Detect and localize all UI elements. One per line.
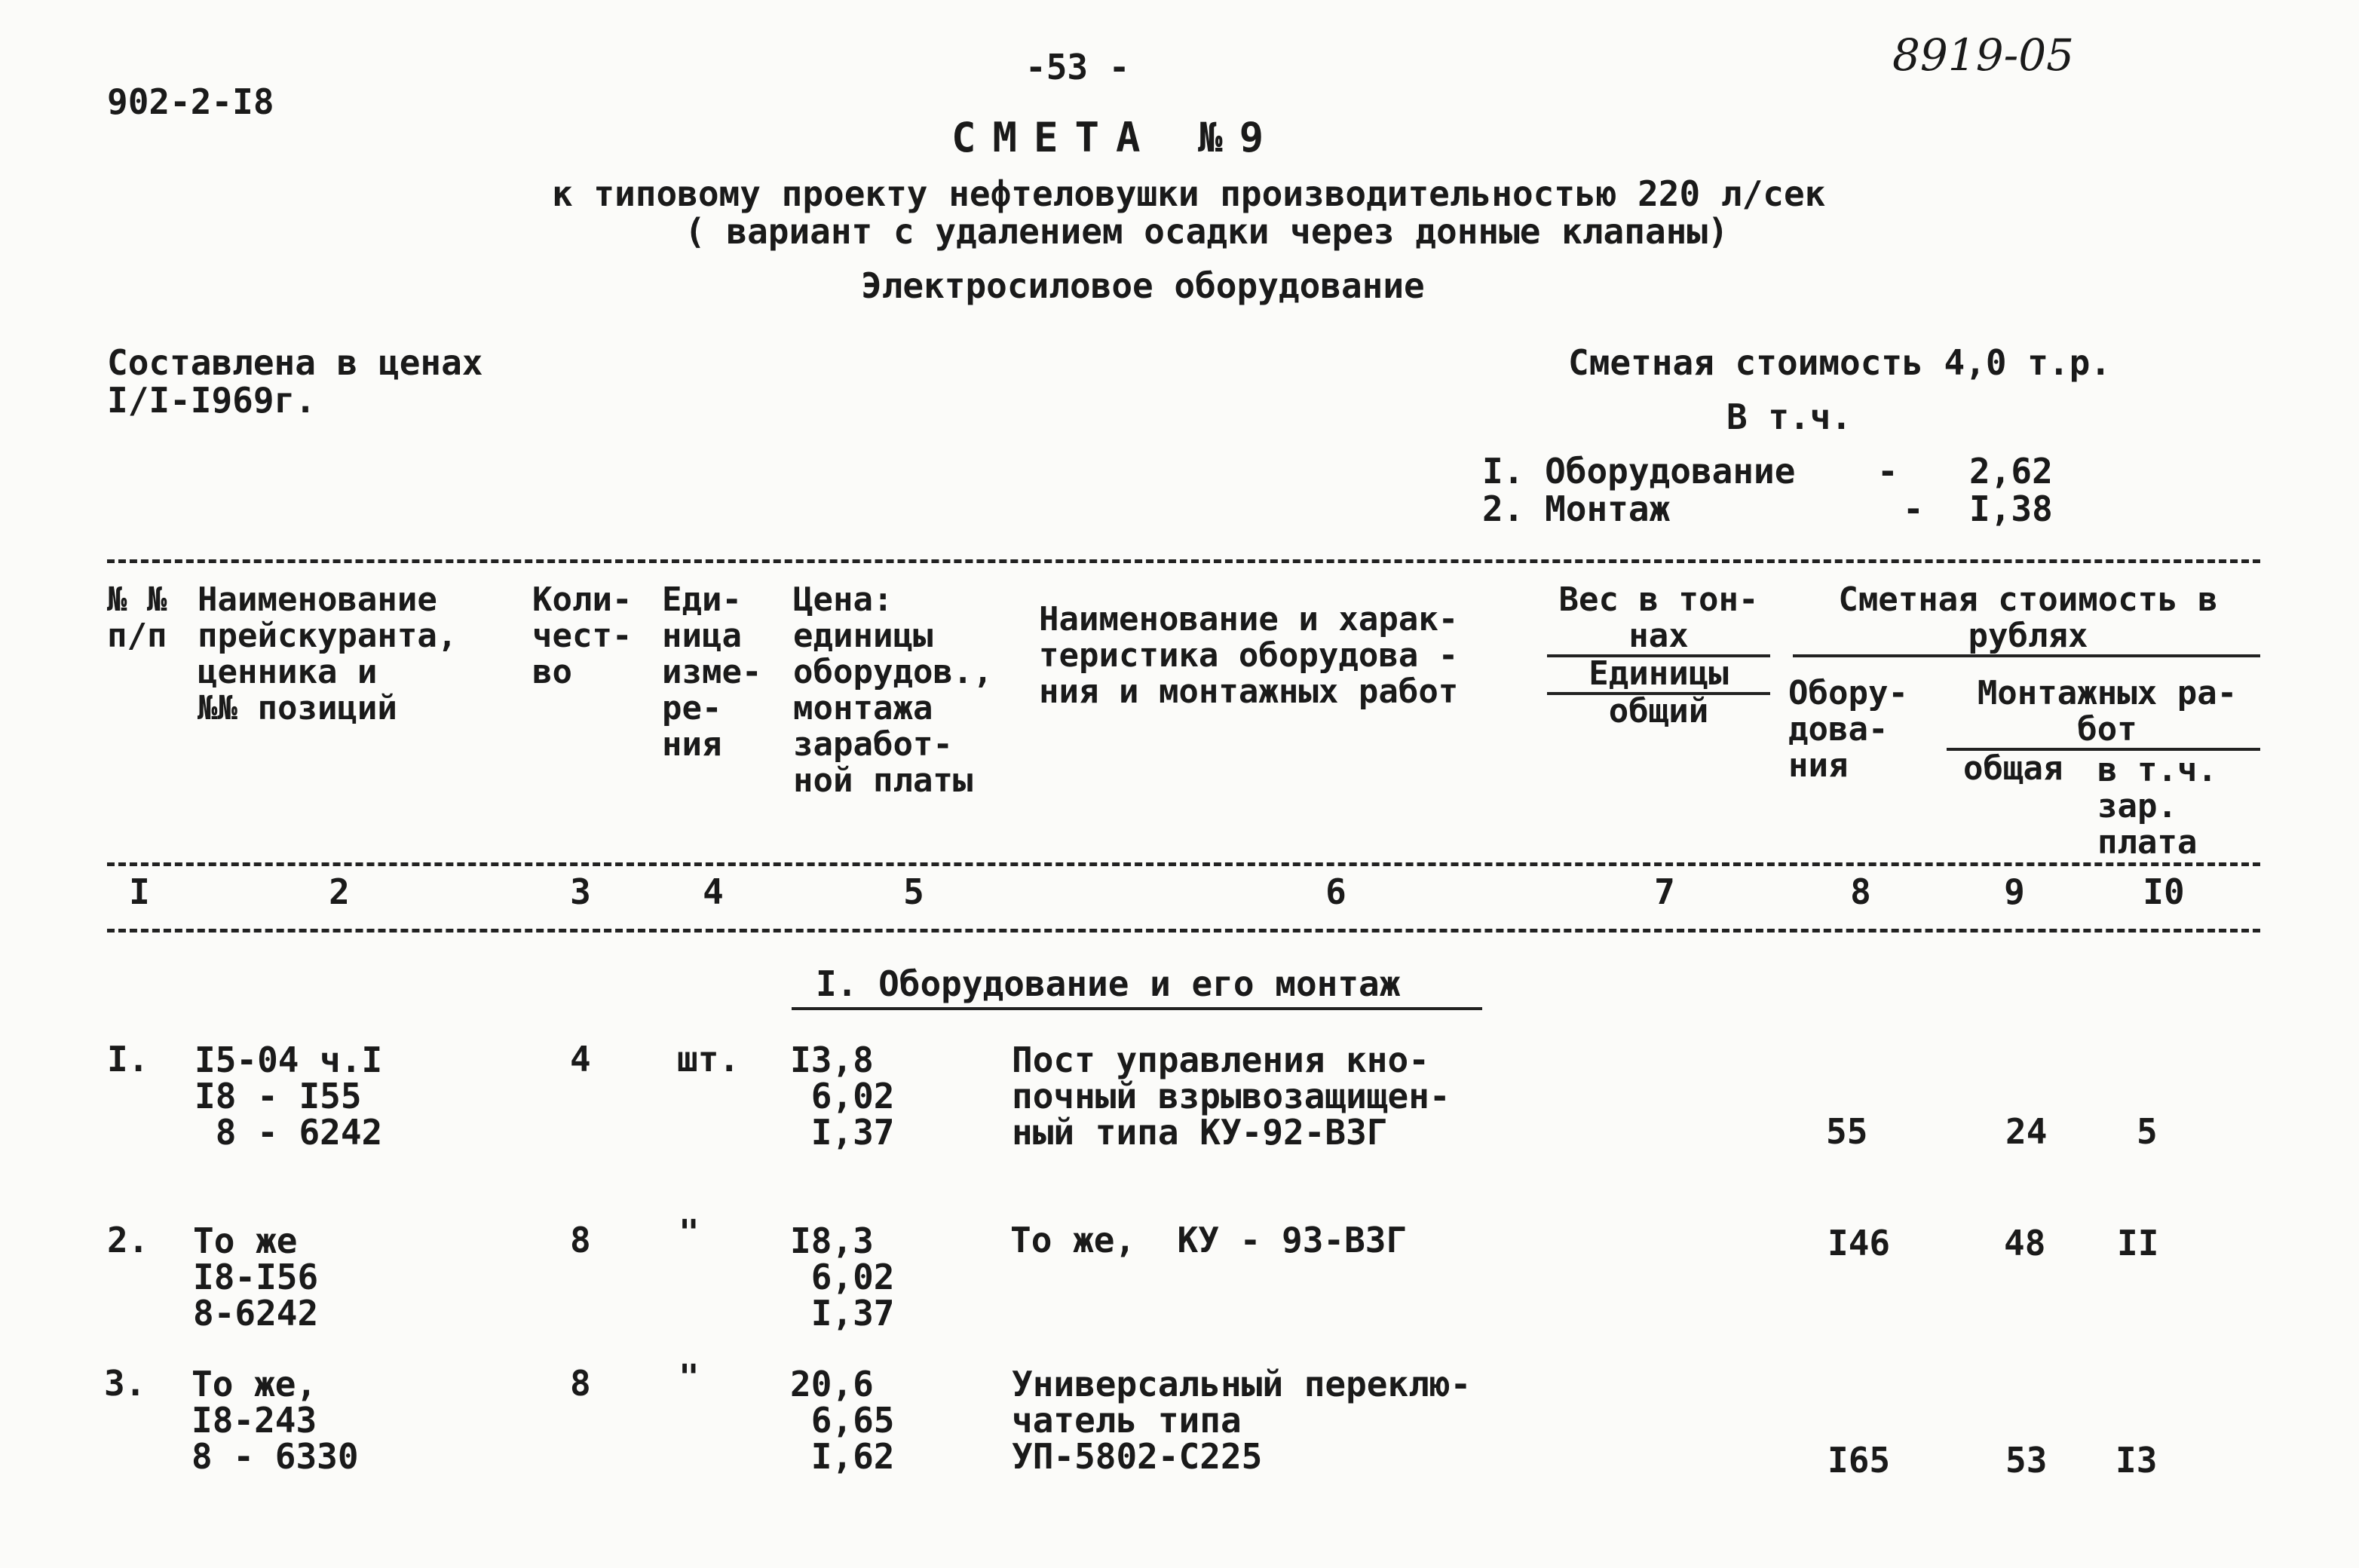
row-equipment-cost: I46 — [1827, 1223, 1891, 1263]
cost-equipment-dash: - — [1877, 451, 1898, 492]
column-numbers-bottom-rule — [107, 929, 2260, 933]
archive-stamp: 8919-05 — [1892, 29, 2075, 81]
cost-installation-label: 2. Монтаж — [1482, 488, 1671, 529]
colnum-3: 3 — [570, 871, 591, 912]
header-description: Наименование и харак- теристика оборудова - ния и монтажных работ — [1039, 600, 1459, 711]
colnum-8: 8 — [1850, 871, 1871, 912]
header-estimated-cost: Сметная стоимость в рублях — [1838, 580, 2218, 655]
header-weight-total: общий — [1608, 692, 1709, 730]
colnum-7: 7 — [1654, 871, 1675, 912]
row-price-list-code: То же I8-I56 8-6242 — [193, 1220, 319, 1334]
header-price-list: Наименование прейскуранта, ценника и №№ позиций — [198, 580, 458, 727]
cost-equipment-value: 2,62 — [1969, 451, 2053, 492]
row-unit: шт. — [677, 1039, 740, 1080]
table-top-rule — [107, 559, 2260, 563]
header-row-number: № № п/п — [107, 580, 167, 655]
row-quantity: 8 — [570, 1363, 591, 1404]
subtitle-project: к типовому проекту нефтеловушки производительностью 220 л/сек — [552, 173, 1826, 214]
row-unit: " — [679, 1357, 700, 1398]
subtitle-variant: ( вариант с удалением осадки через донные клапаны) — [685, 211, 1729, 252]
row-number: I. — [107, 1039, 149, 1080]
cost-installation-value: I,38 — [1969, 488, 2053, 529]
row-quantity: 8 — [570, 1220, 591, 1260]
row-wages: I3 — [2115, 1440, 2158, 1481]
document-code: 902-2-I8 — [107, 81, 274, 122]
row-wages: 5 — [2137, 1111, 2158, 1152]
colnum-5: 5 — [903, 871, 924, 912]
colnum-6: 6 — [1325, 871, 1346, 912]
prices-date: I/I-I969г. — [107, 380, 316, 421]
row-description: Универсальный переклю- чатель типа УП-5802-С225 — [1012, 1364, 1472, 1477]
row-description: Пост управления кно- почный взрывозащищен- ный типа КУ-92-ВЗГ — [1012, 1040, 1451, 1153]
row-price: I3,8 6,02 I,37 — [790, 1040, 895, 1153]
colnum-2: 2 — [329, 871, 350, 912]
subtitle-section: Электросиловое оборудование — [861, 265, 1425, 306]
header-price: Цена: единицы оборудов., монтажа заработ- ной платы — [793, 580, 993, 800]
header-quantity: Коли- чест- во — [532, 580, 633, 691]
section-title: I. Оборудование и его монтаж — [816, 963, 1401, 1004]
prices-basis: Составлена в ценах — [107, 342, 483, 383]
colnum-9: 9 — [2004, 871, 2025, 912]
row-installation-cost: 53 — [2005, 1440, 2048, 1481]
header-equipment-cost: Обору- дова- ния — [1788, 674, 1908, 785]
colnum-4: 4 — [703, 871, 724, 912]
row-quantity: 4 — [570, 1039, 591, 1080]
row-number: 3. — [104, 1363, 146, 1404]
row-description: То же, КУ - 93-ВЗГ — [1010, 1220, 1408, 1260]
header-installation: Монтажных ра- бот — [1977, 674, 2238, 749]
row-unit: " — [679, 1212, 700, 1253]
row-installation-cost: 24 — [2005, 1111, 2048, 1152]
row-wages: II — [2117, 1223, 2159, 1263]
cost-equipment-label: I. Оборудование — [1482, 451, 1796, 492]
estimated-cost-total: Сметная стоимость 4,0 т.р. — [1568, 342, 2112, 383]
header-unit: Еди- ница изме- ре- ния — [662, 580, 762, 764]
section-title-underline — [792, 1007, 1482, 1010]
row-price: 20,6 6,65 I,62 — [790, 1364, 895, 1477]
header-weight: Вес в тон- нах — [1558, 580, 1759, 655]
row-number: 2. — [107, 1220, 149, 1260]
colnum-10: I0 — [2143, 871, 2185, 912]
colnum-1: I — [129, 871, 150, 912]
row-installation-cost: 48 — [2004, 1223, 2046, 1263]
cost-including-label: В т.ч. — [1726, 397, 1852, 437]
page-number: -53 - — [1025, 47, 1130, 87]
header-installation-total: общая — [1963, 749, 2063, 788]
row-price-list-code: То же, I8-243 8 - 6330 — [191, 1364, 359, 1477]
header-weight-unit: Единицы — [1588, 654, 1729, 693]
header-bottom-rule — [107, 862, 2260, 866]
row-price-list-code: I5-04 ч.I I8 - I55 8 - 6242 — [195, 1040, 383, 1153]
row-equipment-cost: 55 — [1826, 1111, 1868, 1152]
header-wages: в т.ч. зар. плата — [2097, 751, 2217, 862]
cost-installation-dash: - — [1903, 488, 1924, 529]
document-title: СМЕТА №9 — [951, 114, 1281, 161]
row-equipment-cost: I65 — [1827, 1440, 1891, 1481]
cost-divider — [1793, 654, 2260, 657]
row-price: I8,3 6,02 I,37 — [790, 1220, 895, 1334]
